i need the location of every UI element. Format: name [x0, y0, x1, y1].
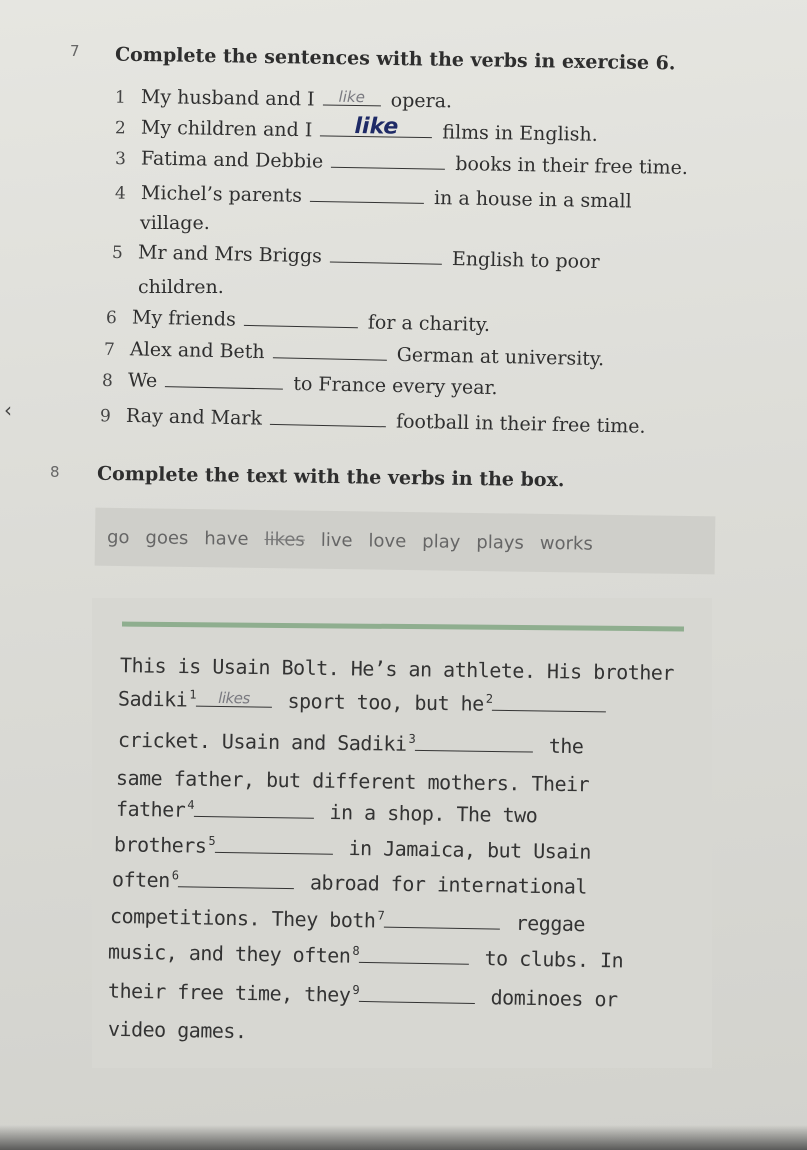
- text-blank-9[interactable]: [359, 985, 475, 1004]
- sentence-end: in a house in a small: [433, 187, 632, 213]
- left-edge-mark: ‹: [4, 398, 12, 422]
- answer-blank-2[interactable]: [320, 113, 432, 140]
- text-fragment: cricket. Usain and Sadiki: [117, 727, 407, 756]
- sentence-start: We: [127, 369, 158, 393]
- text-fragment: often: [111, 867, 170, 893]
- text-fragment: competitions. They both: [109, 903, 376, 933]
- gap-number-1: 1: [189, 687, 197, 702]
- gap-number-7: 7: [377, 908, 385, 923]
- handwritten-answer: like: [354, 113, 399, 140]
- sentence-number: 5: [111, 242, 124, 264]
- word-goes: goes: [145, 526, 189, 549]
- text-fragment: music, and they often: [107, 939, 351, 968]
- answer-blank-6[interactable]: [244, 309, 358, 328]
- word-love: love: [368, 529, 407, 552]
- sentence-start: Alex and Beth: [129, 338, 265, 364]
- text-fragment: to clubs. In: [484, 946, 624, 973]
- text-fragment: in Jamaica, but Usain: [348, 835, 592, 864]
- page-bottom-shadow: [0, 1125, 807, 1150]
- sentence-end: films in English.: [442, 121, 598, 146]
- sentence-end: to France every year.: [293, 372, 498, 400]
- sentence-4: [115, 181, 632, 212]
- word-likes-crossed-out: likes: [264, 528, 305, 551]
- gap-number-6: 6: [171, 868, 179, 883]
- sentence-end: English to poor: [451, 248, 600, 274]
- sentence-end: football in their free time.: [395, 410, 646, 438]
- text-blank-2[interactable]: [492, 694, 606, 713]
- exercise-7-title: Complete the sentences with the verbs in exercise 6.: [114, 43, 676, 75]
- text-blank-8[interactable]: [359, 946, 469, 965]
- gap-number-8: 8: [352, 943, 360, 958]
- text-fragment: father: [115, 796, 186, 822]
- sentence-number: 4: [114, 183, 127, 204]
- exercise-7-number: 7: [70, 42, 80, 60]
- gap-number-9: 9: [352, 982, 360, 997]
- sentence-number: 7: [103, 339, 116, 360]
- text-fragment: Sadiki: [117, 686, 188, 712]
- sentence-start: My children and I: [140, 116, 313, 142]
- text-blank-3[interactable]: [415, 734, 533, 753]
- word-box: [95, 508, 716, 575]
- gap-number-3: 3: [408, 731, 416, 746]
- gap-number-4: 4: [187, 797, 195, 812]
- text-blank-4[interactable]: [194, 800, 314, 819]
- sentence-number: 3: [114, 149, 127, 170]
- sentence-start: My friends: [131, 306, 237, 331]
- gap-number-2: 2: [485, 691, 493, 706]
- answer-blank-5[interactable]: [330, 245, 442, 264]
- sentence-5-continued: children.: [138, 276, 224, 298]
- answer-blank-9[interactable]: [270, 408, 386, 427]
- word-plays: plays: [476, 531, 524, 554]
- sentence-6: [106, 306, 491, 336]
- text-blank-7[interactable]: [384, 911, 500, 930]
- word-live: live: [320, 529, 353, 551]
- word-play: play: [422, 530, 461, 553]
- sentence-8: [102, 369, 498, 399]
- sentence-start: Michel’s parents: [140, 181, 303, 207]
- sentence-number: 8: [101, 370, 114, 392]
- sentence-9: [100, 404, 646, 437]
- word-works: works: [539, 532, 593, 555]
- sentence-start: Mr and Mrs Briggs: [137, 241, 323, 268]
- sentence-end: for a charity.: [367, 311, 491, 337]
- exercise-8-title: Complete the text with the verbs in the box.: [96, 462, 565, 492]
- text-blank-6[interactable]: [178, 870, 294, 889]
- word-have: have: [204, 527, 249, 550]
- text-blank-5[interactable]: [215, 836, 333, 855]
- answer-blank-8[interactable]: [165, 370, 283, 389]
- sentence-3: [115, 147, 688, 179]
- handwritten-answer: likes: [218, 688, 250, 708]
- sentence-start: Ray and Mark: [125, 404, 263, 430]
- answer-blank-3[interactable]: [331, 151, 445, 170]
- sentence-end: German at university.: [396, 343, 605, 371]
- text-fragment: in a shop. The two: [329, 800, 538, 828]
- sentence-start: Fatima and Debbie: [140, 147, 324, 173]
- exercise-8-number: 8: [50, 463, 60, 481]
- text-fragment: abroad for international: [309, 870, 588, 899]
- answer-blank-7[interactable]: [273, 341, 387, 360]
- text-line-1: This is Usain Bolt. He’s an athlete. His brother: [119, 653, 675, 685]
- text-fragment: reggae: [515, 910, 586, 937]
- gap-number-5: 5: [208, 833, 216, 848]
- text-line-11: video games.: [107, 1016, 247, 1044]
- text-fragment: sport too, but he: [287, 688, 484, 716]
- sentence-number: 6: [105, 307, 118, 329]
- sentence-2: [114, 113, 598, 146]
- sentence-number: 9: [99, 406, 112, 427]
- word-go: go: [106, 526, 130, 548]
- sentence-4-continued: village.: [140, 212, 210, 234]
- sentence-1: [115, 86, 452, 113]
- text-fragment: the: [548, 733, 584, 759]
- text-fragment: their free time, they: [107, 978, 351, 1007]
- text-fragment: brothers: [113, 832, 207, 858]
- sentence-number: 2: [114, 118, 126, 139]
- text-blank-1[interactable]: [196, 690, 272, 708]
- text-fragment: dominoes or: [490, 985, 618, 1012]
- sentence-7: [104, 338, 605, 370]
- handwritten-answer: like: [338, 87, 365, 107]
- sentence-start: My husband and I: [140, 86, 315, 111]
- sentence-end: books in their free time.: [455, 152, 689, 179]
- sentence-end: opera.: [390, 89, 453, 113]
- answer-blank-4[interactable]: [310, 185, 424, 204]
- sentence-number: 1: [114, 87, 126, 108]
- answer-blank-1[interactable]: [323, 89, 381, 107]
- sentence-5: [112, 241, 600, 273]
- text-line-4: same father, but different mothers. Their: [115, 765, 590, 797]
